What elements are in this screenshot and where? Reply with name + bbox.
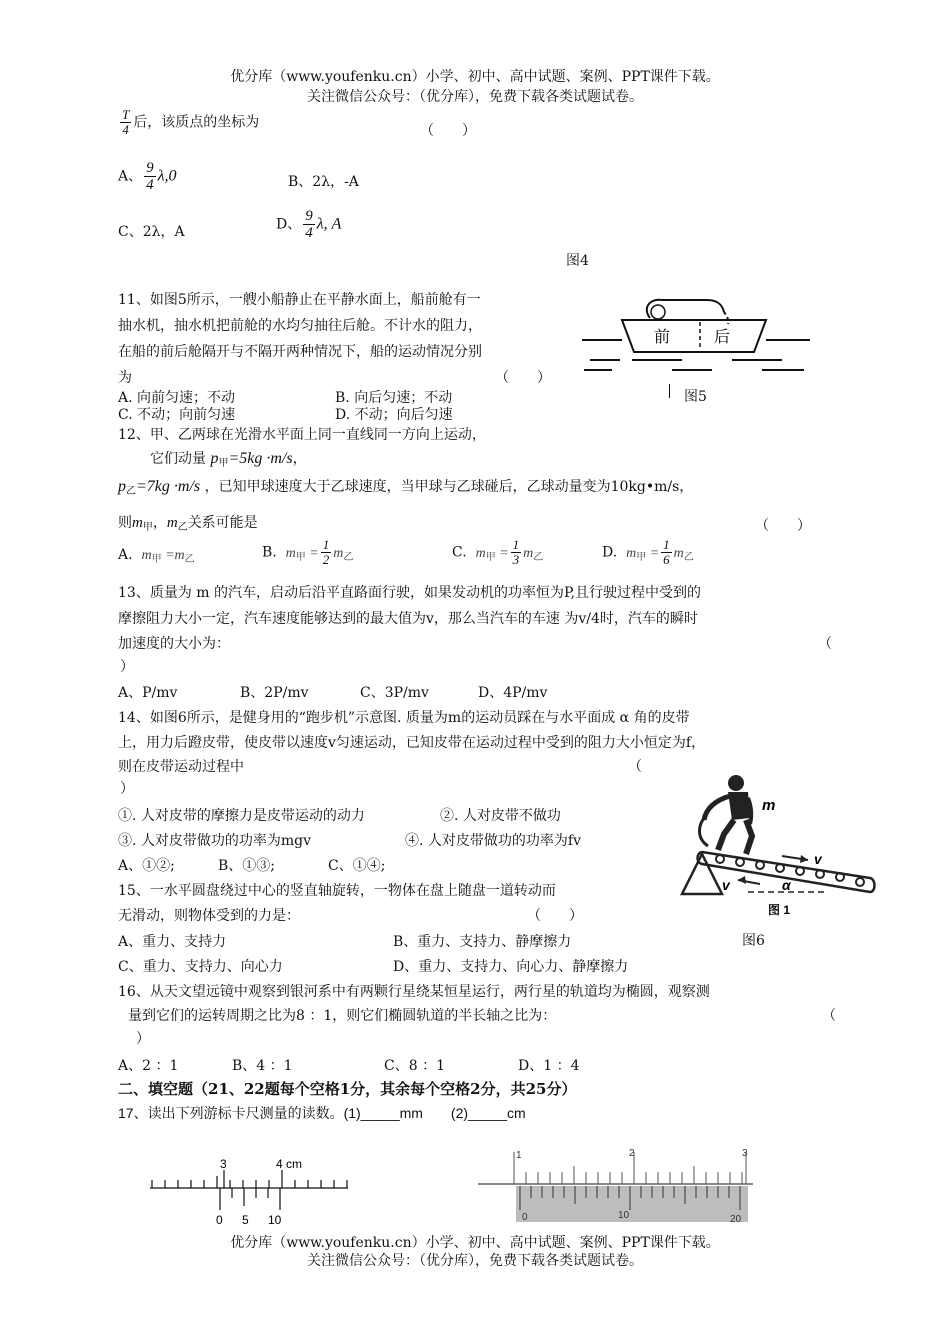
q11-option-a: A. 向前匀速；不动 bbox=[118, 390, 236, 406]
q15-option-d: D、重力、支持力、向心力、静摩擦力 bbox=[393, 959, 629, 975]
fig6-v-lower: v bbox=[722, 877, 730, 893]
q10-option-b: B、2λ，-A bbox=[288, 174, 359, 190]
section-2-title: 二、填空题（21、22题每个空格1分，其余每个空格2分，共25分） bbox=[118, 1080, 577, 1098]
q10-stem-row bbox=[118, 108, 259, 137]
q15-option-a: A、重力、支持力 bbox=[118, 934, 227, 950]
cal2-vernier-0: 0 bbox=[522, 1212, 528, 1223]
fig6-alpha: α bbox=[782, 877, 791, 893]
cal1-vernier-0: 0 bbox=[216, 1213, 223, 1226]
cal2-vernier-20: 20 bbox=[730, 1214, 742, 1225]
cal2-main-2: 2 bbox=[629, 1148, 635, 1159]
caliper-1-diagram bbox=[148, 1150, 352, 1226]
q10-option-d: D、 $\frac{9}{4}$ λ, A bbox=[276, 208, 342, 241]
q13-option-a: A、P/mv bbox=[118, 685, 178, 701]
fig4-caption: 图4 bbox=[566, 253, 589, 269]
q14-option-a: A、①②; bbox=[118, 858, 175, 874]
q11-line-1: 11、如图5所示，一艘小船静止在平静水面上，船前舱有一 bbox=[118, 292, 481, 308]
q16-option-d: D、1 ：4 bbox=[518, 1058, 580, 1074]
q10-option-a: A、 $\frac{9}{4}$ λ,0 bbox=[118, 160, 177, 193]
fig6-treadmill-diagram bbox=[678, 768, 878, 918]
q12-line-4: 则$m_甲$，$m_乙$关系可能是 bbox=[118, 515, 258, 533]
fig6-v-upper: v bbox=[814, 851, 822, 867]
fig5-boat-diagram bbox=[582, 290, 812, 385]
q16-paren-right: ） bbox=[136, 1031, 150, 1047]
q14-statement-3: ③. 人对皮带做功的功率为mgv bbox=[118, 833, 312, 849]
q15-paren: （ ） bbox=[527, 908, 583, 924]
q13-paren-right: ） bbox=[120, 659, 134, 675]
q12-option-a: A. $m_甲 =m_乙$ bbox=[118, 547, 195, 565]
q13-option-b: B、2P/mv bbox=[240, 685, 309, 701]
fig5-tick bbox=[669, 384, 670, 398]
q16-option-a: A、2 ：1 bbox=[118, 1058, 179, 1074]
q16-option-c: C、8 ：1 bbox=[384, 1058, 445, 1074]
header-line-2: 关注微信公众号：（优分库），免费下载各类试题试卷。 bbox=[307, 89, 643, 105]
q11-line-2: 抽水机，抽水机把前舱的水均匀抽往后舱。不计水的阻力， bbox=[118, 318, 482, 334]
fig6-inner-caption: 图 1 bbox=[768, 903, 791, 917]
q10-paren: （ ） bbox=[420, 123, 476, 139]
q11-line-3: 在船的前后舱隔开与不隔开两种情况下，船的运动情况分别 bbox=[118, 344, 482, 360]
q13-paren-left: （ bbox=[818, 636, 832, 652]
q14-line-3: 则在皮带运动过程中 bbox=[118, 759, 244, 775]
q16-line-1: 16、从天文望远镜中观察到银河系中有两颗行星绕某恒星运行，两行星的轨道均为椭圆，观察测 bbox=[118, 984, 710, 1000]
q17-line-1: 17、读出下列游标卡尺测量的读数。(1)_____mm (2)_____cm bbox=[118, 1105, 526, 1121]
cal2-main-3: 3 bbox=[742, 1148, 748, 1159]
q16-line-2: 量到它们的运转周期之比为8 ：1，则它们椭圆轨道的半长轴之比为： bbox=[128, 1008, 557, 1024]
q14-paren-left: （ bbox=[628, 759, 642, 775]
q10-stem: 后，该质点的坐标为 bbox=[133, 114, 260, 131]
boat-back-label: 后 bbox=[714, 329, 731, 346]
q14-statement-1: ①. 人对皮带的摩擦力是皮带运动的动力 bbox=[118, 808, 365, 824]
fig6-caption: 图6 bbox=[742, 933, 765, 949]
caliper-2-diagram bbox=[478, 1144, 758, 1226]
q11-option-b: B. 向后匀速；不动 bbox=[335, 390, 453, 406]
q11-option-c: C. 不动；向前匀速 bbox=[118, 407, 236, 423]
footer-line-1: 优分库（www.youfenku.cn）小学、初中、高中试题、案例、PPT课件下载。 bbox=[230, 1235, 720, 1251]
q11-option-d: D. 不动；向后匀速 bbox=[335, 407, 453, 423]
cal1-vernier-10: 10 bbox=[268, 1213, 282, 1226]
q12-option-b: B. $m_甲$ = $\frac{1}{2}$ $m_乙$ bbox=[262, 537, 354, 567]
q14-line-2: 上，用力后蹬皮带，使皮带以速度v匀速运动，已知皮带在运动过程中受到的阻力大小恒定为f， bbox=[118, 735, 706, 751]
q15-option-c: C、重力、支持力、向心力 bbox=[118, 959, 283, 975]
fig5-caption: 图5 bbox=[684, 389, 707, 405]
q14-paren-right: ） bbox=[120, 781, 134, 797]
q15-line-2: 无滑动，则物体受到的力是： bbox=[118, 908, 300, 924]
q14-statement-2: ②. 人对皮带不做功 bbox=[440, 808, 561, 824]
q12-paren: （ ） bbox=[755, 518, 811, 534]
boat-front-label: 前 bbox=[654, 329, 671, 346]
fig6-m-label: m bbox=[762, 797, 776, 814]
q11-line-4: 为 bbox=[118, 370, 132, 386]
header-line-1: 优分库（www.youfenku.cn）小学、初中、高中试题、案例、PPT课件下载。 bbox=[230, 69, 720, 85]
q13-line-2: 摩擦阻力大小一定，汽车速度能够达到的最大值为v，那么当汽车的车速 为v/4时，汽车的瞬时 bbox=[118, 611, 698, 627]
cal1-vernier-5: 5 bbox=[242, 1213, 249, 1226]
q10-fraction: $\frac{T}{4}$ bbox=[122, 107, 130, 137]
cal1-main-3: 3 bbox=[220, 1157, 227, 1171]
q12-option-d: D. $m_甲$ = $\frac{1}{6}$ $m_乙$ bbox=[602, 537, 694, 567]
q16-paren-left: （ bbox=[822, 1008, 836, 1024]
cal2-main-1: 1 bbox=[516, 1150, 522, 1161]
q12-line-1: 12、甲、乙两球在光滑水平面上同一直线同一方向上运动， bbox=[118, 427, 486, 443]
q13-option-d: D、4P/mv bbox=[478, 685, 548, 701]
q14-statement-4: ④. 人对皮带做功的功率为fv bbox=[405, 833, 581, 849]
q14-option-c: C、①④; bbox=[328, 858, 386, 874]
q10-option-c: C、2λ，A bbox=[118, 224, 185, 240]
q14-line-1: 14、如图6所示，是健身用的“跑步机”示意图. 质量为m的运动员踩在与水平面成 α 角的皮带 bbox=[118, 710, 690, 726]
q15-line-1: 15、一水平圆盘绕过中心的竖直轴旋转，一物体在盘上随盘一道转动而 bbox=[118, 883, 556, 899]
q14-option-b: B、①③; bbox=[218, 858, 276, 874]
q13-line-1: 13、质量为 m 的汽车，启动后沿平直路面行驶，如果发动机的功率恒为P,且行驶过程中受到的 bbox=[118, 585, 702, 601]
cal1-main-4: 4 cm bbox=[276, 1157, 303, 1171]
q11-paren: （ ） bbox=[495, 370, 551, 386]
q15-option-b: B、重力、支持力、静摩擦力 bbox=[393, 934, 572, 950]
q13-option-c: C、3P/mv bbox=[360, 685, 429, 701]
q12-option-c: C. $m_甲$ = $\frac{1}{3}$ $m_乙$ bbox=[452, 537, 544, 567]
cal2-vernier-10: 10 bbox=[618, 1210, 630, 1221]
q12-line-3: $p_乙=7kg \cdot m/s$ ，已知甲球速度大于乙球速度，当甲球与乙球碰后，乙球动量变为10kg•m/s， bbox=[118, 478, 694, 497]
footer-line-2: 关注微信公众号：（优分库），免费下载各类试题试卷。 bbox=[307, 1253, 643, 1269]
q13-line-3: 加速度的大小为： bbox=[118, 636, 230, 652]
q16-option-b: B、4 ：1 bbox=[232, 1058, 293, 1074]
q12-line-2: 它们动量 $p_甲=5kg \cdot m/s$， bbox=[150, 450, 307, 469]
